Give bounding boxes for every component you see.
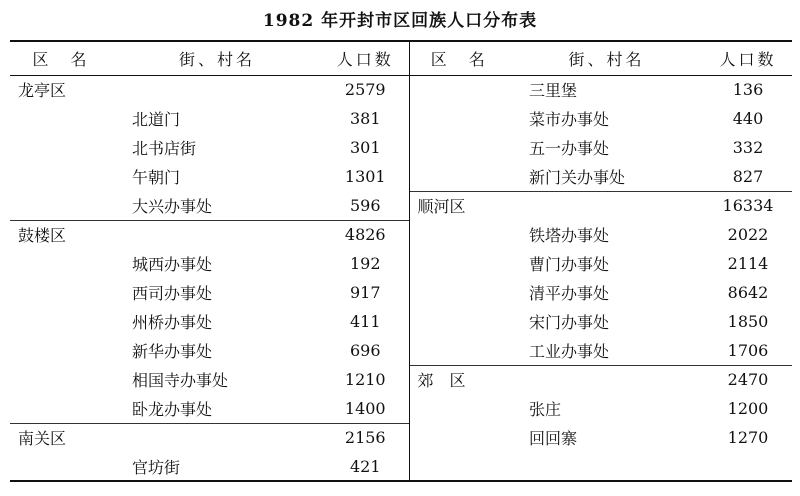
- street-cell: 北书店街: [132, 139, 197, 158]
- population-cell: 192: [322, 249, 409, 278]
- street-cell: 张庄: [529, 400, 562, 419]
- header-street-right: 街、村名: [509, 41, 704, 75]
- district-cell: [409, 336, 509, 365]
- population-cell: 301: [322, 133, 409, 162]
- district-cell: [10, 133, 112, 162]
- table-row: [10, 365, 792, 394]
- street-cell: 新门关办事处: [529, 167, 626, 187]
- population-cell: 411: [322, 307, 409, 336]
- street-cell: 城西办事处: [132, 255, 213, 274]
- street-cell: 铁塔办事处: [529, 226, 610, 245]
- district-cell: [10, 307, 112, 336]
- population-cell: 2114: [727, 254, 769, 273]
- table-row: [10, 133, 792, 162]
- street-cell: 相国寺办事处: [132, 371, 229, 390]
- population-cell: 16334: [704, 191, 792, 220]
- street-cell: 大兴办事处: [132, 196, 213, 216]
- street-cell: [112, 423, 322, 452]
- district-cell: [10, 278, 112, 307]
- population-cell: 827: [732, 166, 764, 186]
- street-cell: 午朝门: [132, 168, 181, 187]
- population-cell: 440: [732, 109, 764, 128]
- district-cell: [10, 336, 112, 365]
- district-cell: [10, 162, 112, 191]
- district-cell: [409, 104, 509, 133]
- population-cell: 2470: [704, 365, 792, 394]
- table-row: [10, 278, 792, 307]
- table-row: [10, 452, 792, 481]
- district-cell: 鼓楼区: [10, 220, 112, 249]
- table-row: [10, 220, 792, 249]
- district-cell: [10, 365, 112, 394]
- table-row: [10, 394, 792, 423]
- population-cell: 4826: [322, 220, 409, 249]
- table-row: [10, 307, 792, 336]
- population-cell: 1301: [322, 162, 409, 191]
- population-cell: 1706: [727, 340, 769, 360]
- population-cell: 332: [732, 138, 764, 157]
- street-cell: 五一办事处: [529, 139, 610, 158]
- population-cell: [704, 452, 792, 481]
- street-cell: [509, 365, 704, 394]
- street-cell: 宋门办事处: [529, 313, 610, 332]
- district-cell: [409, 220, 509, 249]
- street-cell: 新华办事处: [132, 342, 213, 361]
- street-cell: 工业办事处: [529, 341, 610, 361]
- population-cell: 1850: [727, 312, 769, 331]
- street-cell: 州桥办事处: [132, 313, 213, 332]
- street-cell: [509, 452, 704, 481]
- population-cell: 381: [322, 104, 409, 133]
- table-title: 1982 年开封市区回族人口分布表: [262, 11, 538, 31]
- population-cell: 2022: [727, 225, 769, 244]
- district-cell: [409, 162, 509, 191]
- street-cell: 北道门: [132, 110, 181, 129]
- district-cell: 龙亭区: [18, 81, 67, 101]
- population-cell: 421: [322, 452, 409, 481]
- street-cell: [112, 75, 322, 104]
- population-cell: 1210: [322, 365, 409, 394]
- district-cell: [10, 452, 112, 481]
- street-cell: 清平办事处: [529, 284, 610, 303]
- header-district-right: 区 名: [409, 41, 509, 75]
- population-cell: 917: [322, 278, 409, 307]
- header-population-right: 人口数: [704, 41, 792, 75]
- street-cell: [112, 220, 322, 249]
- population-cell: 8642: [727, 283, 769, 302]
- population-cell: 696: [322, 336, 409, 365]
- district-cell: [10, 104, 112, 133]
- table-row: [10, 191, 792, 220]
- population-cell: 2156: [322, 423, 409, 452]
- district-cell: 郊 区: [409, 365, 509, 394]
- district-cell: 南关区: [10, 423, 112, 452]
- population-cell: 596: [322, 191, 409, 220]
- district-cell: [409, 452, 509, 481]
- street-cell: 菜市办事处: [529, 110, 610, 129]
- street-cell: 三里堡: [529, 81, 578, 101]
- table-row: [10, 423, 792, 452]
- population-cell: 1200: [727, 399, 769, 418]
- header-district-left: 区 名: [10, 41, 112, 75]
- district-cell: 顺河区: [409, 191, 509, 220]
- district-cell: [10, 394, 112, 423]
- header-row: [10, 41, 792, 75]
- district-cell: [409, 75, 509, 104]
- population-cell: 1400: [322, 394, 409, 423]
- population-cell: 2579: [322, 75, 409, 104]
- street-cell: 曹门办事处: [529, 255, 610, 274]
- header-population-left: 人口数: [322, 41, 409, 75]
- table-row: [10, 104, 792, 133]
- table-row: [10, 162, 792, 191]
- population-cell: 136: [732, 80, 764, 100]
- district-cell: [409, 423, 509, 452]
- population-cell: 1270: [727, 428, 769, 447]
- street-cell: 官坊街: [112, 452, 322, 481]
- street-cell: 回回寨: [529, 429, 578, 448]
- street-cell: [509, 191, 704, 220]
- table-row: [10, 249, 792, 278]
- table-row: [10, 75, 792, 104]
- district-cell: [409, 394, 509, 423]
- table-row: [10, 336, 792, 365]
- street-cell: 卧龙办事处: [132, 399, 213, 419]
- district-cell: [409, 133, 509, 162]
- street-cell: 西司办事处: [132, 284, 213, 303]
- district-cell: [409, 249, 509, 278]
- district-cell: [10, 191, 112, 220]
- district-cell: [409, 307, 509, 336]
- header-street-left: 街、村名: [112, 41, 322, 75]
- district-cell: [409, 278, 509, 307]
- district-cell: [10, 249, 112, 278]
- population-table: [10, 40, 792, 482]
